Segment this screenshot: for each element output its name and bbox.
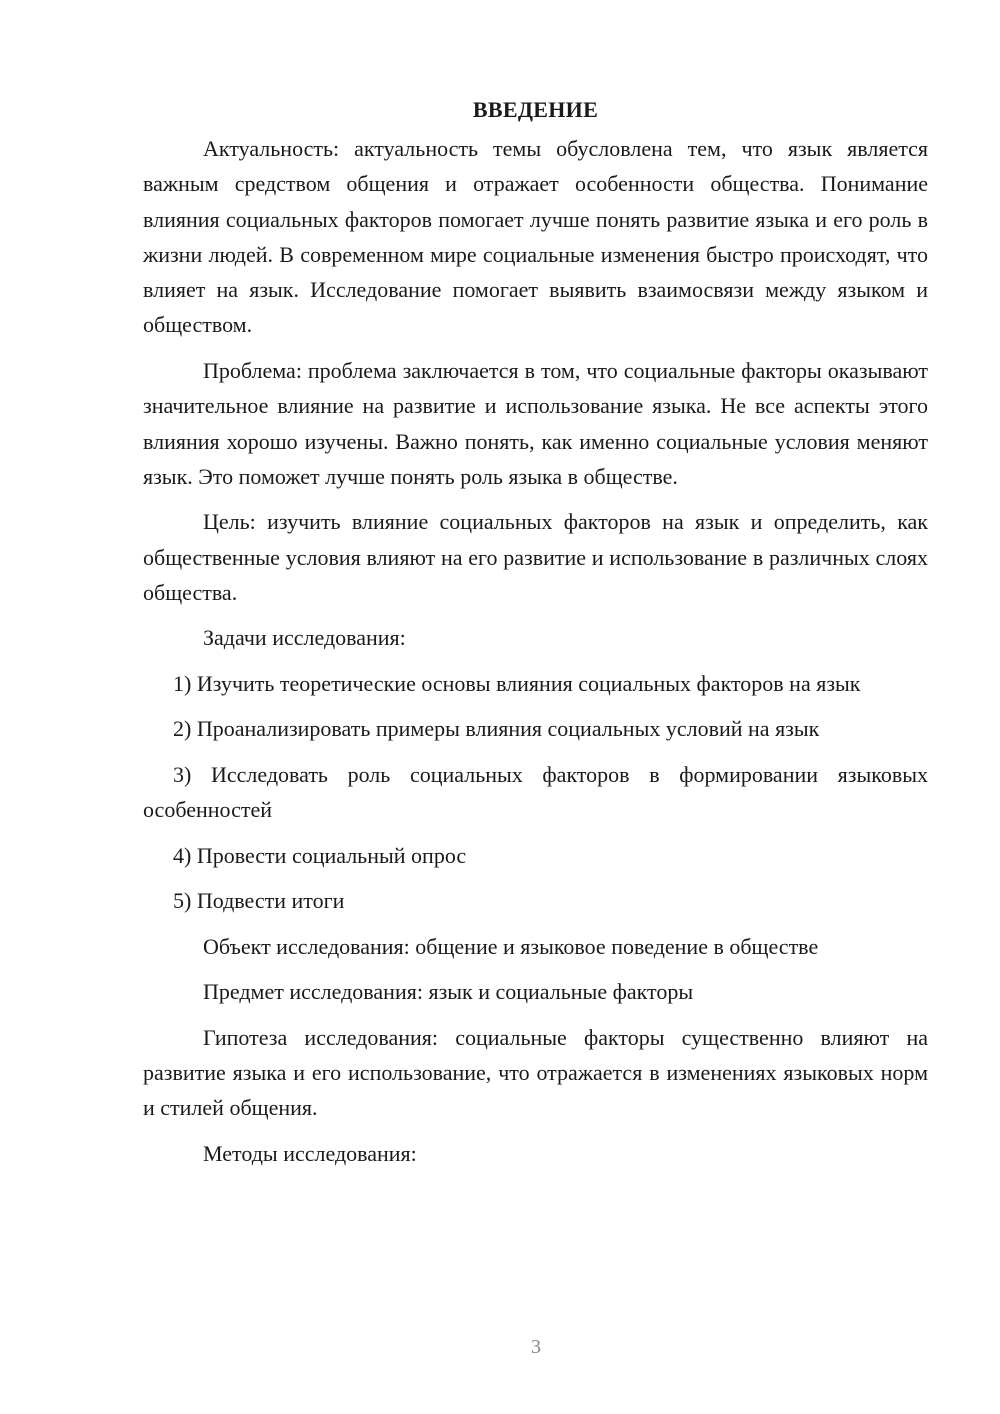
task-item-3: 3) Исследовать роль социальных факторов в формировании языковых особенностей (143, 761, 928, 823)
paragraph-subject: Предмет исследования: язык и социальные факторы (203, 979, 694, 1005)
task-item-2: 2) Проанализировать примеры влияния социальных условий на язык (173, 716, 820, 742)
task-item-5: 5) Подвести итоги (173, 888, 345, 914)
document-body (143, 92, 928, 1181)
paragraph-methods: Методы исследования: (203, 1140, 417, 1166)
section-heading: ВВЕДЕНИЕ (472, 97, 599, 122)
paragraph-object: Объект исследования: общение и языковое поведение в обществе (203, 933, 819, 959)
task-item-4: 4) Провести социальный опрос (173, 842, 467, 868)
paragraph-problem: Проблема: проблема заключается в том, что социальные факторы оказывают значительное влияние на развитие и использование языка. Не все аспекты этого влияния хорошо изучены. Важно понять, как именно социальные условия меняют язык. Это поможет лучше понять роль языка в обществе. (143, 357, 928, 489)
paragraph-hypothesis: Гипотеза исследования: социальные факторы существенно влияют на развитие языка и его использование, что отражается в изменениях языковых норм и стилей общения. (143, 1024, 928, 1121)
paragraph-tasks-title: Задачи исследования: (203, 625, 406, 651)
page-number: 3 (531, 1336, 541, 1358)
task-item-1: 1) Изучить теоретические основы влияния социальных факторов на язык (173, 670, 861, 696)
paragraph-relevance: Актуальность: актуальность темы обусловлена тем, что язык является важным средством общения и отражает особенности общества. Понимание влияния социальных факторов помогает лучше понять развитие языка и его роль в жизни людей. В современном мире социальные изменения быстро происходят, что влияет на язык. Исследование помогает выявить взаимосвязи между языком и обществом. (143, 136, 928, 338)
paragraph-goal: Цель: изучить влияние социальных факторов на язык и определить, как общественные условия влияют на его развитие и использование в различных слоях общества. (143, 509, 928, 605)
